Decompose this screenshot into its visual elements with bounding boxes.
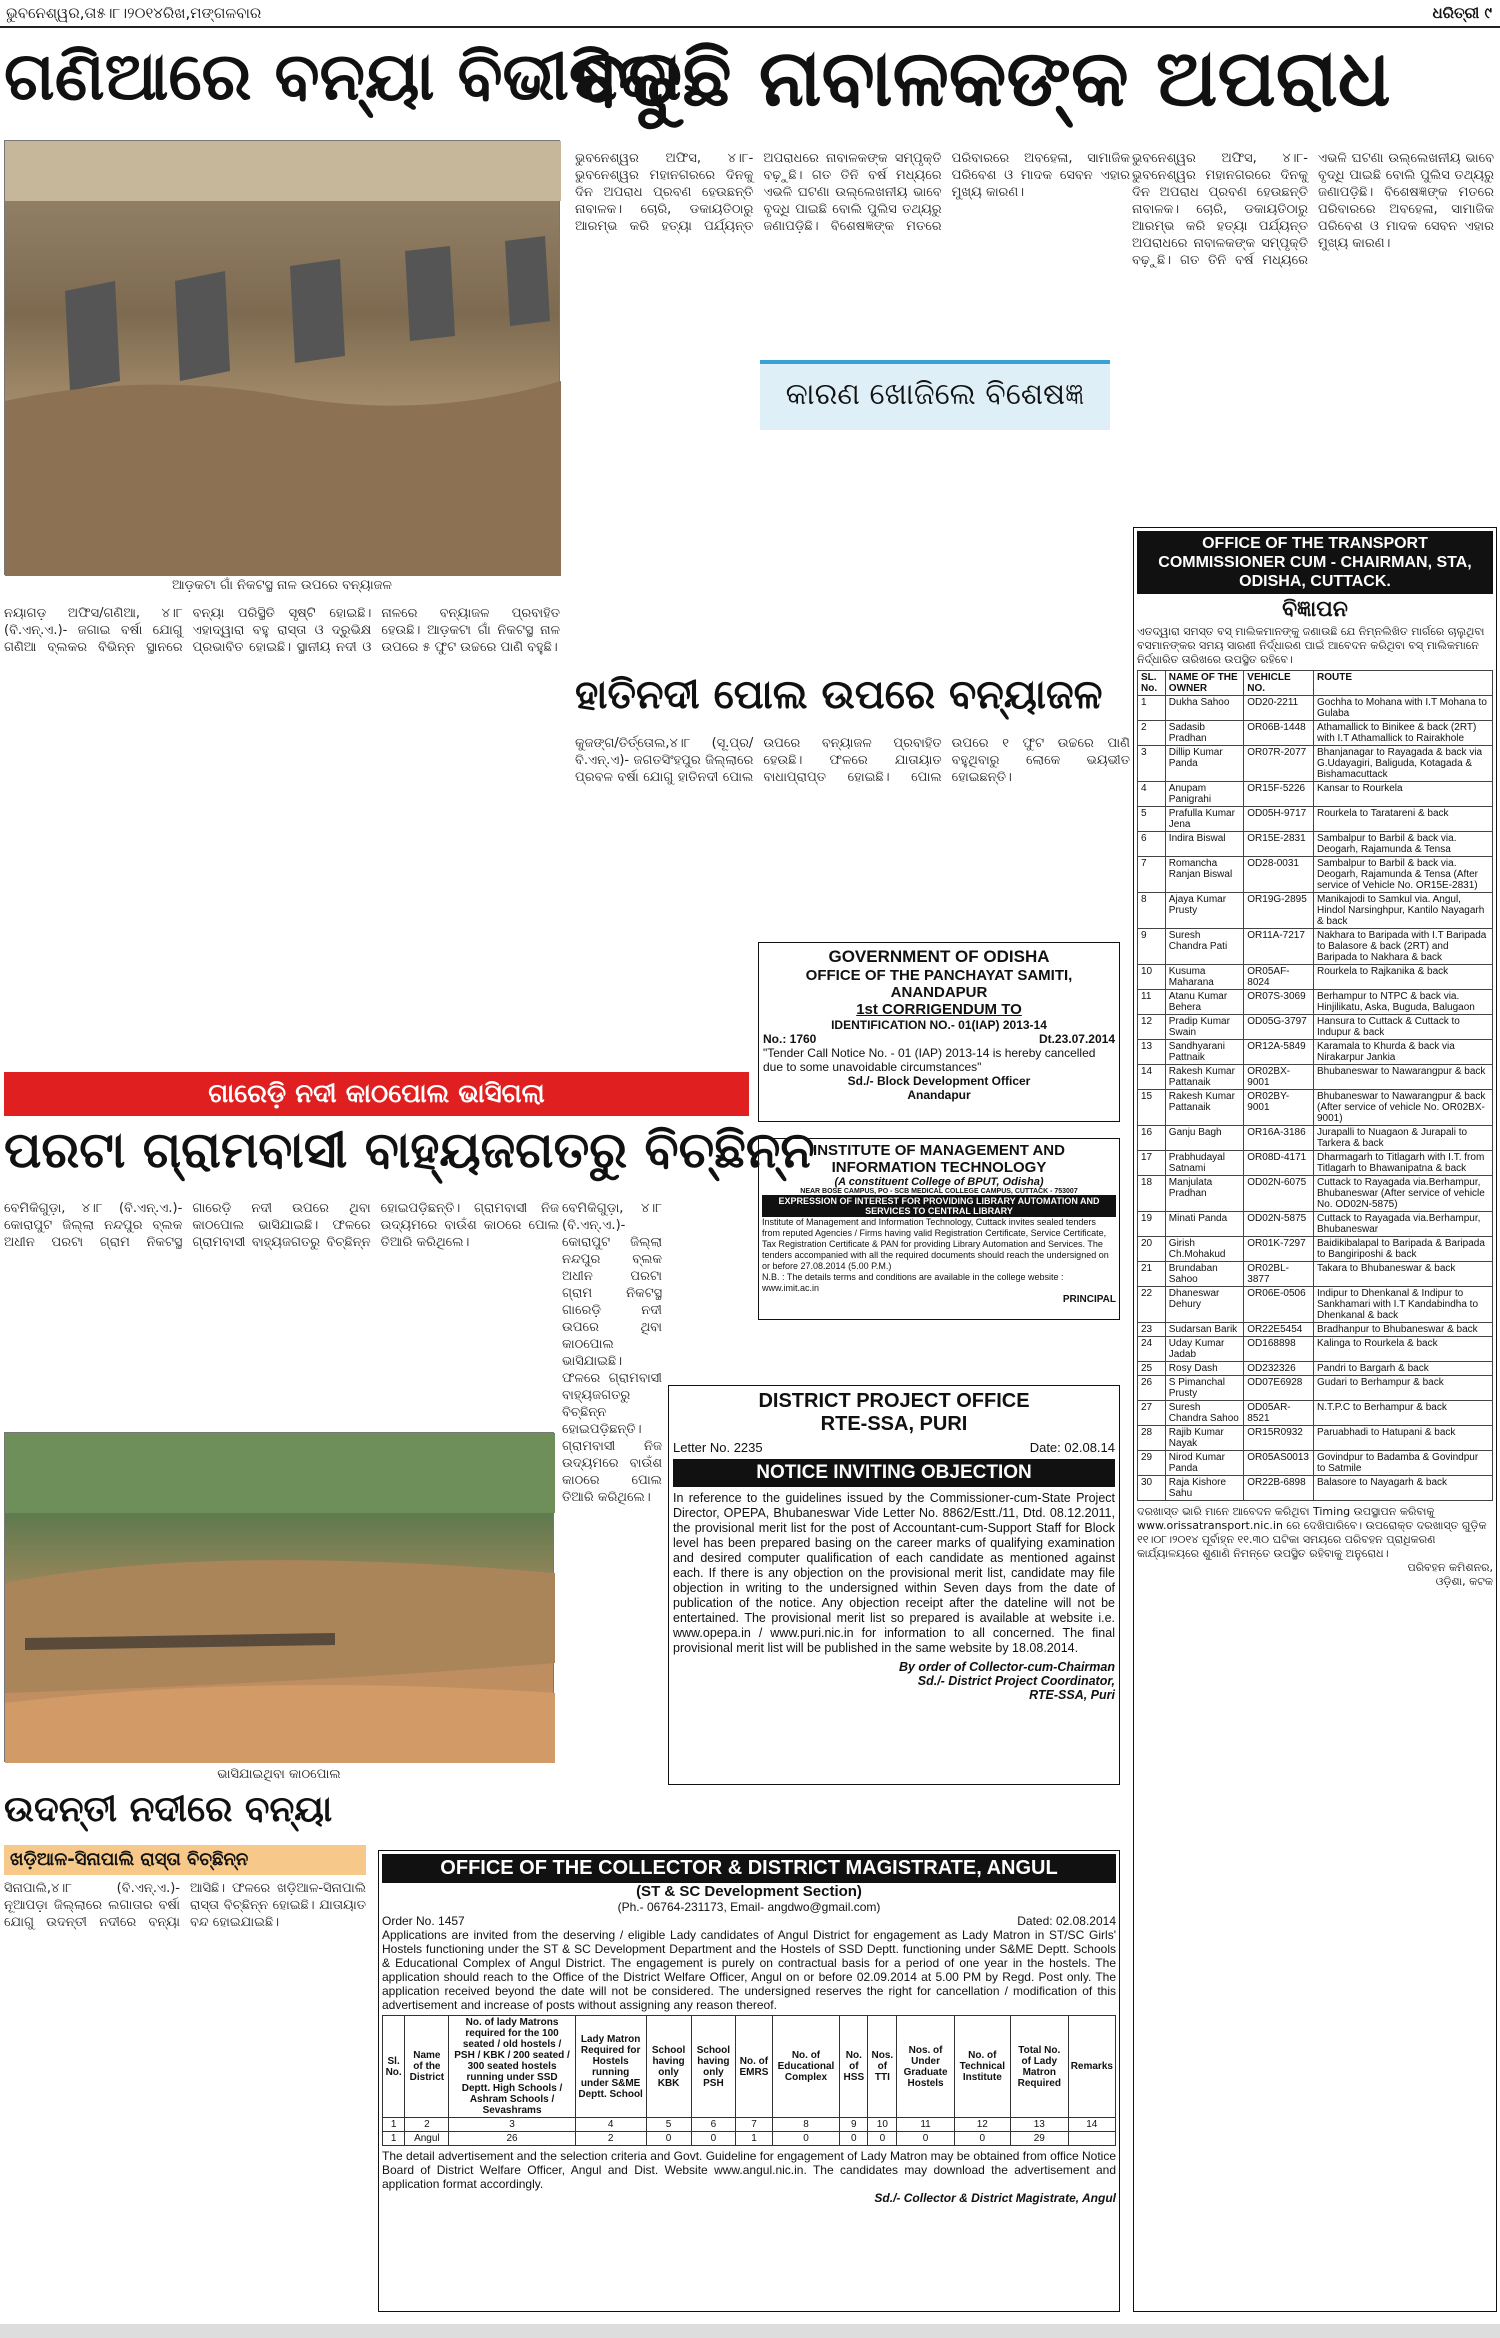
angul-cell: 1 bbox=[736, 2132, 772, 2146]
transport-cell: OR15E-2831 bbox=[1244, 832, 1314, 857]
transport-cell: OR22E5454 bbox=[1244, 1323, 1314, 1337]
imit-sub: (A constituent College of BPUT, Odisha) bbox=[834, 1176, 1044, 1188]
transport-cell: 11 bbox=[1138, 990, 1166, 1015]
transport-ad bbox=[1133, 527, 1497, 2312]
transport-cell: 5 bbox=[1138, 807, 1166, 832]
transport-cell: Jurapalli to Nuagaon & Jurapali to Tarkera & back bbox=[1313, 1126, 1492, 1151]
transport-cell: 3 bbox=[1138, 746, 1166, 782]
transport-row bbox=[1138, 1151, 1493, 1176]
angul-cell: 8 bbox=[772, 2118, 840, 2132]
transport-row bbox=[1138, 1090, 1493, 1126]
transport-row bbox=[1138, 1476, 1493, 1501]
transport-cell: 13 bbox=[1138, 1040, 1166, 1065]
imit-title: INSTITUTE OF MANAGEMENT AND INFORMATION TECHNOLOGY bbox=[813, 1142, 1065, 1176]
transport-cell: Rakesh Kumar Pattanaik bbox=[1165, 1090, 1243, 1126]
panchayat-line2: OFFICE OF THE PANCHAYAT SAMITI, ANANDAPUR bbox=[805, 967, 1073, 1001]
angul-cell: Nos. of Under Graduate Hostels bbox=[897, 2016, 954, 2118]
transport-cell: 4 bbox=[1138, 782, 1166, 807]
angul-cell: 3 bbox=[449, 2118, 575, 2132]
transport-row bbox=[1138, 1451, 1493, 1476]
crime-body-cont bbox=[1132, 150, 1494, 522]
transport-cell: Indira Biswal bbox=[1165, 832, 1243, 857]
angul-cell: 26 bbox=[449, 2132, 575, 2146]
transport-cell: Rajib Kumar Nayak bbox=[1165, 1426, 1243, 1451]
transport-cell: 16 bbox=[1138, 1126, 1166, 1151]
transport-header-cell: NAME OF THE OWNER bbox=[1165, 671, 1243, 696]
parata-photo bbox=[4, 1432, 554, 1762]
panchayat-ad bbox=[758, 942, 1120, 1122]
transport-header-cell: ROUTE bbox=[1313, 671, 1492, 696]
transport-cell: Brundaban Sahoo bbox=[1165, 1262, 1243, 1287]
transport-row bbox=[1138, 807, 1493, 832]
angul-sub: (ST & SC Development Section) bbox=[636, 1883, 862, 1900]
angul-sign: Sd./- Collector & District Magistrate, Angul bbox=[874, 2191, 1116, 2205]
angul-cell: Remarks bbox=[1068, 2016, 1115, 2118]
transport-cell: OD05AR-8521 bbox=[1244, 1401, 1314, 1426]
transport-row bbox=[1138, 1015, 1493, 1040]
transport-cell: Sambalpur to Barbil & back via. Deogarh, Rajamunda & Tensa bbox=[1313, 832, 1492, 857]
transport-cell: 8 bbox=[1138, 893, 1166, 929]
dpo-title2: RTE-SSA, PURI bbox=[820, 1413, 968, 1435]
transport-cell: OR05AS0013 bbox=[1244, 1451, 1314, 1476]
angul-cell: 10 bbox=[868, 2118, 897, 2132]
transport-cell: Sadasib Pradhan bbox=[1165, 721, 1243, 746]
transport-cell: Athamallick to Binikee & back (2RT) with I.T Athamallick to Rairakhole bbox=[1313, 721, 1492, 746]
transport-cell: S Pimanchal Prusty bbox=[1165, 1376, 1243, 1401]
transport-row bbox=[1138, 1126, 1493, 1151]
transport-cell: OR22B-6898 bbox=[1244, 1476, 1314, 1501]
hatinadi-headline: ହାତିନଦୀ ପୋଲ ଉପରେ ବନ୍ୟାଜଳ bbox=[575, 672, 1103, 718]
angul-cell: 0 bbox=[954, 2132, 1010, 2146]
transport-cell: Bhubaneswar to Nawarangpur & back bbox=[1313, 1065, 1492, 1090]
angul-cell: 2 bbox=[405, 2118, 449, 2132]
transport-cell: OR12A-5849 bbox=[1244, 1040, 1314, 1065]
crime-body-cont-text: ଭୁବନେଶ୍ୱର ଅଫିସ, ୪।୮- ଭୁବନେଶ୍ୱର ମହାନଗରରେ ଦିନକୁ ଦିନ ଅପରାଧ ପ୍ରବଣ ହେଉଛନ୍ତି ନାବାଳକ। ଚୋରି, ଡକାୟତିଠାରୁ ଆରମ୍ଭ କରି ହତ୍ୟା ପର୍ଯ୍ୟନ୍ତ ଅପରାଧରେ ନାବାଳକଙ୍କ ସମ୍ପୃକ୍ତି ବଢ଼ୁଛି। ଗତ ତିନି ବର୍ଷ ମଧ୍ୟରେ ଏଭଳି ଘଟଣା ଉଲ୍ଲେଖନୀୟ ଭାବେ ବୃଦ୍ଧି ପାଇଛି ବୋଲି ପୁଲିସ ତଥ୍ୟରୁ ଜଣାପଡ଼ିଛି। ବିଶେଷଜ୍ଞଙ୍କ ମତରେ ପରିବାରରେ ଅବହେଳା, ସାମାଜିକ ପରିବେଶ ଓ ମାଦକ ସେବନ ଏହାର ମୁଖ୍ୟ କାରଣ। bbox=[1132, 151, 1494, 268]
garadi-banner: ଗାରେଡ଼ି ନଦୀ କାଠପୋଲ ଭାସିଗଲା bbox=[4, 1072, 749, 1116]
transport-cell: OR05AF-8024 bbox=[1244, 965, 1314, 990]
transport-cell: 25 bbox=[1138, 1362, 1166, 1376]
flood-headline: ଗଣିଆରେ ବନ୍ୟା ବିଭୀଷିକା bbox=[4, 38, 682, 115]
transport-cell: Gudari to Berhampur & back bbox=[1313, 1376, 1492, 1401]
transport-cell: OD28-0031 bbox=[1244, 857, 1314, 893]
transport-cell: OR15F-5226 bbox=[1244, 782, 1314, 807]
transport-cell: OR06E-0506 bbox=[1244, 1287, 1314, 1323]
transport-cell: Rourkela to Taratareni & back bbox=[1313, 807, 1492, 832]
transport-cell: OR16A-3186 bbox=[1244, 1126, 1314, 1151]
flood-photo bbox=[4, 140, 560, 575]
transport-cell: Dhaneswar Dehury bbox=[1165, 1287, 1243, 1323]
transport-cell: OR08D-4171 bbox=[1244, 1151, 1314, 1176]
transport-cell: N.T.P.C to Berhampur & back bbox=[1313, 1401, 1492, 1426]
transport-cell: Atanu Kumar Behera bbox=[1165, 990, 1243, 1015]
transport-row bbox=[1138, 1323, 1493, 1337]
transport-cell: 12 bbox=[1138, 1015, 1166, 1040]
transport-cell: Kalinga to Rourkela & back bbox=[1313, 1337, 1492, 1362]
angul-cell: 29 bbox=[1010, 2132, 1068, 2146]
parata-body-cont bbox=[562, 1200, 662, 1790]
dpo-sign3: RTE-SSA, Puri bbox=[1029, 1688, 1115, 1702]
transport-cell: Indipur to Dhenkanal & Indipur to Sankhamari with I.T Kandabindha to Dhenkanal & back bbox=[1313, 1287, 1492, 1323]
transport-cell: OD20-2211 bbox=[1244, 696, 1314, 721]
transport-cell: Pandri to Bargarh & back bbox=[1313, 1362, 1492, 1376]
transport-row bbox=[1138, 1040, 1493, 1065]
angul-cell: 0 bbox=[868, 2132, 897, 2146]
transport-cell: 19 bbox=[1138, 1212, 1166, 1237]
angul-cell: 0 bbox=[646, 2132, 691, 2146]
transport-row bbox=[1138, 1287, 1493, 1323]
transport-row bbox=[1138, 782, 1493, 807]
udanti-body bbox=[4, 1880, 366, 2310]
transport-cell: OD02N-5875 bbox=[1244, 1212, 1314, 1237]
transport-table bbox=[1137, 670, 1493, 1501]
transport-cell: Takara to Bhubaneswar & back bbox=[1313, 1262, 1492, 1287]
transport-header-cell: SL. No. bbox=[1138, 671, 1166, 696]
udanti-subhead: ଖଡ଼ିଆଳ-ସିନାପାଲି ରାସ୍ତା ବିଚ୍ଛିନ୍ନ bbox=[4, 1845, 366, 1875]
transport-cell: Kansar to Rourkela bbox=[1313, 782, 1492, 807]
hatinadi-body-text: କୁଜଙ୍ଗ/ତିର୍ତ୍ତୋଲ,୪।୮ (ସୂ.ପ୍ର/ବି.ଏନ୍.ଏ)- ଜଗତସିଂହପୁର ଜିଲ୍ଲାରେ ପ୍ରବଳ ବର୍ଷା ଯୋଗୁ ହାତିନଦୀ ପୋଲ ଉପରେ ବନ୍ୟାଜଳ ପ୍ରବାହିତ ହେଉଛି। ଫଳରେ ଯାତାୟାତ ବାଧାପ୍ରାପ୍ତ ହୋଇଛି। ପୋଲ ଉପରେ ୧ ଫୁଟ ଉଚ୍ଚରେ ପାଣି ବହୁଥିବାରୁ ଲୋକେ ଭୟଭୀତ ହୋଇଛନ୍ତି। bbox=[575, 736, 1130, 785]
angul-cell: 0 bbox=[840, 2132, 868, 2146]
angul-date: Dated: 02.08.2014 bbox=[1017, 1914, 1116, 1928]
angul-cell: 5 bbox=[646, 2118, 691, 2132]
flood-body-text: ନୟାଗଡ଼ ଅଫିସ/ଗଣିଆ, ୪।୮ (ବି.ଏନ୍.ଏ.)- ଜଗାଇ ବର୍ଷା ଯୋଗୁ ଗଣିଆ ବ୍ଲକର ବିଭିନ୍ନ ସ୍ଥାନରେ ବନ୍ୟା ପରିସ୍ଥିତି ସୃଷ୍ଟି ହୋଇଛି। ଏହାଦ୍ୱାରା ବହୁ ରାସ୍ତା ଓ ଦ୍ରୁଭିକ୍ଷ ପ୍ରଭାବିତ ହୋଇଛି। ସ୍ଥାନୀୟ ନଦୀ ଓ ନାଳରେ ବନ୍ୟାଜଳ ପ୍ରବାହିତ ହେଉଛି। ଆଡ଼କଟା ଗାଁ ନିକଟସ୍ଥ ନାଳ ଉପରେ ୫ ଫୁଟ ଉଚ୍ଚରେ ପାଣି ବହୁଛି। bbox=[4, 606, 560, 655]
angul-cell bbox=[1068, 2132, 1115, 2146]
transport-cell: OR11A-7217 bbox=[1244, 929, 1314, 965]
angul-cell: No. of EMRS bbox=[736, 2016, 772, 2118]
panchayat-sign: Sd./- Block Development Officer bbox=[847, 1074, 1031, 1088]
udanti-body-text: ସିନାପାଲି,୪।୮ (ବି.ଏନ୍.ଏ.)- ନୂଆପଡ଼ା ଜିଲ୍ଲାରେ ଲଗାତାର ବର୍ଷା ଯୋଗୁ ଉଦନ୍ତୀ ନଦୀରେ ବନ୍ୟା ଆସିଛି। ଫଳରେ ଖଡ଼ିଆଳ-ସିନାପାଲି ରାସ୍ତା ବିଚ୍ଛିନ୍ନ ହୋଇଛି। ଯାତାୟାତ ବନ୍ଦ ହୋଇଯାଇଛି। bbox=[4, 1881, 366, 1930]
transport-cell: 6 bbox=[1138, 832, 1166, 857]
transport-cell: Uday Kumar Jadab bbox=[1165, 1337, 1243, 1362]
flood-body bbox=[4, 605, 560, 1045]
transport-cell: 10 bbox=[1138, 965, 1166, 990]
flood-photo-art bbox=[5, 141, 561, 576]
transport-cell: Balasore to Nayagarh & back bbox=[1313, 1476, 1492, 1501]
transport-cell: 30 bbox=[1138, 1476, 1166, 1501]
transport-cell: Berhampur to NTPC & back via. Hinjilikatu, Aska, Buguda, Balugaon bbox=[1313, 990, 1492, 1015]
transport-cell: OD07E6928 bbox=[1244, 1376, 1314, 1401]
transport-cell: Prafulla Kumar Jena bbox=[1165, 807, 1243, 832]
transport-row bbox=[1138, 1176, 1493, 1212]
transport-cell: 17 bbox=[1138, 1151, 1166, 1176]
angul-cell: School having only PSH bbox=[691, 2016, 736, 2118]
crime-subhead: କାରଣ ଖୋଜିଲେ ବିଶେଷଜ୍ଞ bbox=[760, 360, 1110, 430]
dpo-body: In reference to the guidelines issued by the Commissioner-cum-State Project Director, OPEPA, Bhubaneswar Vide Letter No. 8862/Estt./11, Dtd. 08.12.2011, the provisional merit list for the post of Accountant-cum-Support Staff for Block level has been prepared basing on the career marks of qualifying examination and desired computer qualification of each candidate as mentioned against each. If there is any objection on the provisional merit list, candidate may file objection in writing to the undersigned within Seven days from the date of publication of the notice. Any objection receipt after the dateline will not be entertained. The provisional merit list so prepared is available at website i.e. www.opepa.in / www.puri.nic.in for information to all concerned. The final provisional merit list will be published in the same website by 18.08.2014. bbox=[673, 1491, 1115, 1655]
transport-cell: 9 bbox=[1138, 929, 1166, 965]
crime-headline: ବଢୁଛି ନାବାଳକଙ୍କ ଅପରାଧ bbox=[575, 34, 1391, 124]
transport-row bbox=[1138, 990, 1493, 1015]
imit-body: Institute of Management and Information Technology, Cuttack invites sealed tenders from reputed Agencies / Firms having valid Registration Certificate, Service Certificate, Tax Registration Certificate & PAN for providing Library Automation and Services. The tenders accompanied with all the required documents should reach the undersigned on or before 27.08.2014 (5.00 P.M.) bbox=[762, 1217, 1109, 1271]
transport-cell: 2 bbox=[1138, 721, 1166, 746]
angul-cell: Lady Matron Required for Hostels running under S&ME Deptt. School bbox=[575, 2016, 646, 2118]
transport-cell: OR07S-3069 bbox=[1244, 990, 1314, 1015]
imit-addr: NEAR BOSE CAMPUS, PO - SCB MEDICAL COLLEGE CAMPUS, CUTTACK - 753007 bbox=[800, 1188, 1078, 1195]
angul-cell: 1 bbox=[383, 2132, 405, 2146]
transport-cell: Raja Kishore Sahu bbox=[1165, 1476, 1243, 1501]
angul-table-row bbox=[383, 2118, 1116, 2132]
transport-cell: Manikajodi to Samkul via. Angul, Hindol Narsinghpur, Kantilo Nayagarh & back bbox=[1313, 893, 1492, 929]
transport-row bbox=[1138, 1065, 1493, 1090]
transport-cell: Prabhudayal Satnami bbox=[1165, 1151, 1243, 1176]
dpo-sign2: Sd./- District Project Coordinator, bbox=[917, 1674, 1115, 1688]
transport-cell: Baidikibalapal to Baripada & Baripada to Bangiriposhi & back bbox=[1313, 1237, 1492, 1262]
transport-cell: OD168898 bbox=[1244, 1337, 1314, 1362]
panchayat-no: No.: 1760 bbox=[763, 1032, 817, 1046]
transport-cell: 23 bbox=[1138, 1323, 1166, 1337]
transport-row bbox=[1138, 1401, 1493, 1426]
angul-cell: 2 bbox=[575, 2132, 646, 2146]
transport-cell: 20 bbox=[1138, 1237, 1166, 1262]
transport-cell: Suresh Chandra Pati bbox=[1165, 929, 1243, 965]
dpo-title1: DISTRICT PROJECT OFFICE bbox=[758, 1390, 1030, 1412]
angul-cell: Angul bbox=[405, 2132, 449, 2146]
transport-row bbox=[1138, 721, 1493, 746]
transport-cell: OR19G-2895 bbox=[1244, 893, 1314, 929]
transport-cell: Sudarsan Barik bbox=[1165, 1323, 1243, 1337]
date-line: ଭୁବନେଶ୍ୱର,ତା୫।୮।୨୦୧୪ରିଖ,ମଙ୍ଗଳବାର bbox=[6, 4, 262, 22]
transport-row bbox=[1138, 893, 1493, 929]
angul-cell: Sl. No. bbox=[383, 2016, 405, 2118]
transport-cell: 14 bbox=[1138, 1065, 1166, 1090]
angul-foot: The detail advertisement and the selection criteria and Govt. Guideline for engagement of Lady Matron may be obtained from office Notice Board of District Welfare Officer, Angul and Dist. Website www.angul.nic.in. The candidates may download the advertisement and application format accordingly. bbox=[382, 2149, 1116, 2191]
angul-cell: No. of Educational Complex bbox=[772, 2016, 840, 2118]
parata-body bbox=[4, 1200, 559, 1425]
angul-cell: Name of the District bbox=[405, 2016, 449, 2118]
transport-row bbox=[1138, 929, 1493, 965]
transport-cell: OD05G-3797 bbox=[1244, 1015, 1314, 1040]
transport-cell: Dillip Kumar Panda bbox=[1165, 746, 1243, 782]
panchayat-line1: GOVERNMENT OF ODISHA bbox=[828, 947, 1050, 966]
parata-headline: ପରଟା ଗ୍ରାମବାସୀ ବାହ୍ୟଜଗତରୁ ବିଚ୍ଛିନ୍ନ bbox=[4, 1121, 815, 1179]
transport-cell: Rourkela to Rajkanika & back bbox=[1313, 965, 1492, 990]
transport-sign2: ଓଡ଼ିଶା, କଟକ bbox=[1435, 1575, 1493, 1588]
angul-cell: No. of lady Matrons required for the 100 seated / old hostels / PSH / KBK / 200 seated / 300 seated hostels running under SSD Deptt. High Schools / Ashram Schools / Sevashrams bbox=[449, 2016, 575, 2118]
transport-title: OFFICE OF THE TRANSPORT COMMISSIONER CUM - CHAIRMAN, STA, ODISHA, CUTTACK. bbox=[1137, 531, 1493, 594]
angul-cell: 13 bbox=[1010, 2118, 1068, 2132]
transport-sign1: ପରିବହନ କମିଶନର, bbox=[1407, 1561, 1493, 1574]
transport-cell: OR06B-1448 bbox=[1244, 721, 1314, 746]
dpo-date: Date: 02.08.14 bbox=[1029, 1440, 1115, 1455]
transport-cell: Bhanjanagar to Rayagada & back via G.Udayagiri, Baliguda, Kotagada & Bishamacuttack bbox=[1313, 746, 1492, 782]
panchayat-dt: Dt.23.07.2014 bbox=[1038, 1032, 1115, 1046]
transport-cell: OR02BL-3877 bbox=[1244, 1262, 1314, 1287]
page-number: ଧରିତ୍ରୀ ୯ bbox=[1432, 4, 1492, 22]
transport-cell: OR01K-7297 bbox=[1244, 1237, 1314, 1262]
transport-header-cell: VEHICLE NO. bbox=[1244, 671, 1314, 696]
dpo-letter: Letter No. 2235 bbox=[673, 1440, 763, 1455]
transport-cell: 18 bbox=[1138, 1176, 1166, 1212]
transport-row bbox=[1138, 1212, 1493, 1237]
transport-intro: ଏତଦ୍ୱାରା ସମସ୍ତ ବସ୍ ମାଲିକମାନଙ୍କୁ ଜଣାଉଛି ଯେ ନିମ୍ନଲିଖିତ ମାର୍ଗରେ ଚାଲୁଥିବା ବସମାନଙ୍କର ସମୟ ସାରଣୀ ନିର୍ଦ୍ଧାରଣ ପାଇଁ ଆବେଦନ କରିଥିବା ବସ୍ ମାଲିକମାନେ ନିର୍ଦ୍ଧାରିତ ତାରିଖରେ ଉପସ୍ଥିତ ରହିବେ। bbox=[1137, 625, 1485, 666]
transport-cell: Rakesh Kumar Pattanaik bbox=[1165, 1065, 1243, 1090]
angul-ad bbox=[378, 1850, 1120, 2312]
crime-body-text: ଭୁବନେଶ୍ୱର ଅଫିସ, ୪।୮- ଭୁବନେଶ୍ୱର ମହାନଗରରେ ଦିନକୁ ଦିନ ଅପରାଧ ପ୍ରବଣ ହେଉଛନ୍ତି ନାବାଳକ। ଚୋରି, ଡକାୟତିଠାରୁ ଆରମ୍ଭ କରି ହତ୍ୟା ପର୍ଯ୍ୟନ୍ତ ଅପରାଧରେ ନାବାଳକଙ୍କ ସମ୍ପୃକ୍ତି ବଢ଼ୁଛି। ଗତ ତିନି ବର୍ଷ ମଧ୍ୟରେ ଏଭଳି ଘଟଣା ଉଲ୍ଲେଖନୀୟ ଭାବେ ବୃଦ୍ଧି ପାଇଛି ବୋଲି ପୁଲିସ ତଥ୍ୟରୁ ଜଣାପଡ଼ିଛି। ବିଶେଷଜ୍ଞଙ୍କ ମତରେ ପରିବାରରେ ଅବହେଳା, ସାମାଜିକ ପରିବେଶ ଓ ମାଦକ ସେବନ ଏହାର ମୁଖ୍ୟ କାରଣ। bbox=[575, 151, 1130, 234]
parata-caption: ଭାସିଯାଇଥିବା କାଠପୋଲ bbox=[217, 1767, 341, 1782]
angul-cell: No. of Technical Institute bbox=[954, 2016, 1010, 2118]
transport-cell: OD05H-9717 bbox=[1244, 807, 1314, 832]
transport-row bbox=[1138, 746, 1493, 782]
transport-cell: Ganju Bagh bbox=[1165, 1126, 1243, 1151]
transport-cell: Manjulata Pradhan bbox=[1165, 1176, 1243, 1212]
angul-table-row bbox=[383, 2132, 1116, 2146]
angul-cell: 0 bbox=[691, 2132, 736, 2146]
angul-title: OFFICE OF THE COLLECTOR & DISTRICT MAGISTRATE, ANGUL bbox=[382, 1854, 1116, 1883]
transport-subtitle: ବିଜ୍ଞାପନ bbox=[1282, 597, 1348, 622]
panchayat-body: "Tender Call Notice No. - 01 (IAP) 2013-14 is hereby cancelled due to some unavoidable circumstances" bbox=[763, 1046, 1096, 1074]
angul-table bbox=[382, 2015, 1116, 2146]
transport-cell: Dukha Sahoo bbox=[1165, 696, 1243, 721]
transport-footer: ଦରଖାସ୍ତ ଭାରି ମାନେ ଆବେଦନ କରିଥିବା Timing ଉପସ୍ଥାପନ କରିବାକୁ www.orissatransport.nic.in ରେ ଦେଖିପାରିବେ। ଉପରୋକ୍ତ ଦରଖାସ୍ତ ଗୁଡ଼ିକ ୧୧।୦୮।୨୦୧୪ ପୂର୍ବାହ୍ନ ୧୧.୩୦ ଘଟିକା ସମୟରେ ପରିବହନ ପ୍ରାଧିକରଣ କାର୍ଯ୍ୟାଳୟରେ ଶୁଣାଣି ନିମନ୍ତେ ଉପସ୍ଥିତ ରହିବାକୁ ଅନୁରୋଧ। bbox=[1137, 1505, 1487, 1560]
transport-row bbox=[1138, 1237, 1493, 1262]
transport-cell: 1 bbox=[1138, 696, 1166, 721]
transport-cell: Rosy Dash bbox=[1165, 1362, 1243, 1376]
transport-cell: Bradhanpur to Bhubaneswar & back bbox=[1313, 1323, 1492, 1337]
transport-cell: 28 bbox=[1138, 1426, 1166, 1451]
transport-cell: Paruabhadi to Hatupani & back bbox=[1313, 1426, 1492, 1451]
transport-cell: OR02BY-9001 bbox=[1244, 1090, 1314, 1126]
transport-cell: Hansura to Cuttack & Cuttack to Indupur & back bbox=[1313, 1015, 1492, 1040]
transport-row bbox=[1138, 1376, 1493, 1401]
transport-cell: Ajaya Kumar Prusty bbox=[1165, 893, 1243, 929]
transport-cell: Cuttack to Rayagada via.Berhampur, Bhubaneswar (After service of vehicle No. OD02N-5875) bbox=[1313, 1176, 1492, 1212]
angul-cell: 4 bbox=[575, 2118, 646, 2132]
flood-caption: ଆଡ଼କଟା ଗାଁ ନିକଟସ୍ଥ ନାଳ ଉପରେ ବନ୍ୟାଜଳ bbox=[172, 578, 392, 593]
transport-cell: Govindpur to Badamba & Govindpur to Satmile bbox=[1313, 1451, 1492, 1476]
transport-cell: Bhubaneswar to Nawarangpur & back (After service of vehicle No. OR02BX-9001) bbox=[1313, 1090, 1492, 1126]
angul-contact: (Ph.- 06764-231173, Email- angdwo@gmail.com) bbox=[617, 1900, 881, 1914]
transport-cell: Minati Panda bbox=[1165, 1212, 1243, 1237]
transport-row bbox=[1138, 1426, 1493, 1451]
transport-cell: 22 bbox=[1138, 1287, 1166, 1323]
angul-cell: Nos. of TTI bbox=[868, 2016, 897, 2118]
transport-cell: Pradip Kumar Swain bbox=[1165, 1015, 1243, 1040]
transport-cell: OD232326 bbox=[1244, 1362, 1314, 1376]
transport-cell: 21 bbox=[1138, 1262, 1166, 1287]
transport-cell: Dharmagarh to Titlagarh with I.T. from Titlagarh to Bhawanipatna & back bbox=[1313, 1151, 1492, 1176]
transport-cell: OD02N-6075 bbox=[1244, 1176, 1314, 1212]
transport-row bbox=[1138, 965, 1493, 990]
transport-cell: Nirod Kumar Panda bbox=[1165, 1451, 1243, 1476]
transport-row bbox=[1138, 1362, 1493, 1376]
transport-cell: 26 bbox=[1138, 1376, 1166, 1401]
panchayat-line4: IDENTIFICATION NO.- 01(IAP) 2013-14 bbox=[831, 1018, 1047, 1032]
dpo-sign1: By order of Collector-cum-Chairman bbox=[898, 1660, 1115, 1674]
transport-row bbox=[1138, 857, 1493, 893]
transport-cell: Romancha Ranjan Biswal bbox=[1165, 857, 1243, 893]
parata-body-cont-text: ବେମିକିଗୁଡ଼ା, ୪।୮ (ବି.ଏନ୍.ଏ.)- କୋରାପୁଟ ଜିଲ୍ଲା ନନ୍ଦପୁର ବ୍ଲକ ଅଧୀନ ପରଟା ଗ୍ରାମ ନିକଟସ୍ଥ ଗାରେଡ଼ି ନଦୀ ଉପରେ ଥିବା କାଠପୋଲ ଭାସିଯାଇଛି। ଫଳରେ ଗ୍ରାମବାସୀ ବାହ୍ୟଜଗତରୁ ବିଚ୍ଛିନ୍ନ ହୋଇପଡ଼ିଛନ୍ତି। ଗ୍ରାମବାସୀ ନିଜ ଉଦ୍ୟମରେ ବାଉଁଶ କାଠରେ ପୋଲ ତିଆରି କରିଥିଲେ। bbox=[562, 1201, 662, 1505]
angul-cell: 1 bbox=[383, 2118, 405, 2132]
imit-nb: N.B. : The details terms and conditions are available in the college website : www.imit.ac.in bbox=[762, 1272, 1064, 1293]
parata-body-text: ବେମିକିଗୁଡ଼ା, ୪।୮ (ବି.ଏନ୍.ଏ.)- କୋରାପୁଟ ଜିଲ୍ଲା ନନ୍ଦପୁର ବ୍ଲକ ଅଧୀନ ପରଟା ଗ୍ରାମ ନିକଟସ୍ଥ ଗାରେଡ଼ି ନଦୀ ଉପରେ ଥିବା କାଠପୋଲ ଭାସିଯାଇଛି। ଫଳରେ ଗ୍ରାମବାସୀ ବାହ୍ୟଜଗତରୁ ବିଚ୍ଛିନ୍ନ ହୋଇପଡ଼ିଛନ୍ତି। ଗ୍ରାମବାସୀ ନିଜ ଉଦ୍ୟମରେ ବାଉଁଶ କାଠରେ ପୋଲ ତିଆରି କରିଥିଲେ। bbox=[4, 1201, 559, 1250]
transport-cell: Sandhyarani Pattnaik bbox=[1165, 1040, 1243, 1065]
angul-cell: 12 bbox=[954, 2118, 1010, 2132]
transport-row bbox=[1138, 696, 1493, 721]
transport-cell: 7 bbox=[1138, 857, 1166, 893]
angul-body: Applications are invited from the deserving / eligible Lady candidates of Angul District for engagement as Lady Matron in ST/SC Girls' Hostels functioning under the ST & SC Development Department and the Hostels of SSD Deptt. functioning under S&ME Deptt. Schools & Educational Complex of Angul District. The engagement is purely on contractual basis for a period of one year in the hostels. The application should reach to the Office of the District Welfare Officer, Angul on or before 02.09.2014 at 5.00 PM by Regd. Post only. The application received beyond the date will not be considered. The undersigned reserves the right for cancellation / modification of this advertisement and increase of posts without assigning any reason thereof. bbox=[382, 1928, 1116, 2012]
angul-cell: 14 bbox=[1068, 2118, 1115, 2132]
angul-cell: School having only KBK bbox=[646, 2016, 691, 2118]
angul-cell: 0 bbox=[897, 2132, 954, 2146]
transport-row bbox=[1138, 1337, 1493, 1362]
transport-cell: Cuttack to Rayagada via.Berhampur, Bhubaneswar bbox=[1313, 1212, 1492, 1237]
transport-cell: Gochha to Mohana with I.T Mohana to Gulaba bbox=[1313, 696, 1492, 721]
transport-cell: Girish Ch.Mohakud bbox=[1165, 1237, 1243, 1262]
angul-cell: No. of HSS bbox=[840, 2016, 868, 2118]
transport-cell: OR07R-2077 bbox=[1244, 746, 1314, 782]
panchayat-place: Anandapur bbox=[907, 1088, 971, 1102]
transport-cell: Karamala to Khurda & back via Nirakarpur Jankia bbox=[1313, 1040, 1492, 1065]
angul-cell: 6 bbox=[691, 2118, 736, 2132]
udanti-headline: ଉଦନ୍ତୀ ନଦୀରେ ବନ୍ୟା bbox=[4, 1789, 333, 1830]
transport-cell: OR15R0932 bbox=[1244, 1426, 1314, 1451]
angul-cell: 11 bbox=[897, 2118, 954, 2132]
transport-cell: Nakhara to Baripada with I.T Baripada to Balasore & back (2RT) and Baripada to Nakhara & back bbox=[1313, 929, 1492, 965]
dpo-bar: NOTICE INVITING OBJECTION bbox=[673, 1459, 1115, 1487]
imit-bar: EXPRESSION OF INTEREST FOR PROVIDING LIBRARY AUTOMATION AND SERVICES TO CENTRAL LIBRARY bbox=[762, 1195, 1116, 1217]
transport-cell: 24 bbox=[1138, 1337, 1166, 1362]
transport-row bbox=[1138, 832, 1493, 857]
transport-cell: OR02BX-9001 bbox=[1244, 1065, 1314, 1090]
transport-cell: 29 bbox=[1138, 1451, 1166, 1476]
angul-cell: Total No. of Lady Matron Required bbox=[1010, 2016, 1068, 2118]
panchayat-line3: 1st CORRIGENDUM TO bbox=[856, 1001, 1022, 1018]
angul-table-row bbox=[383, 2016, 1116, 2118]
angul-cell: 0 bbox=[772, 2132, 840, 2146]
dpo-ad bbox=[668, 1385, 1120, 1785]
transport-cell: Sambalpur to Barbil & back via. Deogarh, Rajamunda & Tensa (After service of Vehicle No. OR15E-2831) bbox=[1313, 857, 1492, 893]
transport-cell: 27 bbox=[1138, 1401, 1166, 1426]
transport-cell: Kusuma Maharana bbox=[1165, 965, 1243, 990]
transport-cell: Anupam Panigrahi bbox=[1165, 782, 1243, 807]
angul-cell: 7 bbox=[736, 2118, 772, 2132]
imit-sign: PRINCIPAL bbox=[1062, 1294, 1116, 1305]
page-header bbox=[0, 0, 1500, 28]
angul-cell: 9 bbox=[840, 2118, 868, 2132]
transport-cell: 15 bbox=[1138, 1090, 1166, 1126]
print-registration-strip bbox=[0, 2324, 1500, 2338]
transport-row bbox=[1138, 1262, 1493, 1287]
angul-order: Order No. 1457 bbox=[382, 1914, 465, 1928]
transport-cell: Suresh Chandra Sahoo bbox=[1165, 1401, 1243, 1426]
parata-photo-art bbox=[5, 1433, 555, 1763]
